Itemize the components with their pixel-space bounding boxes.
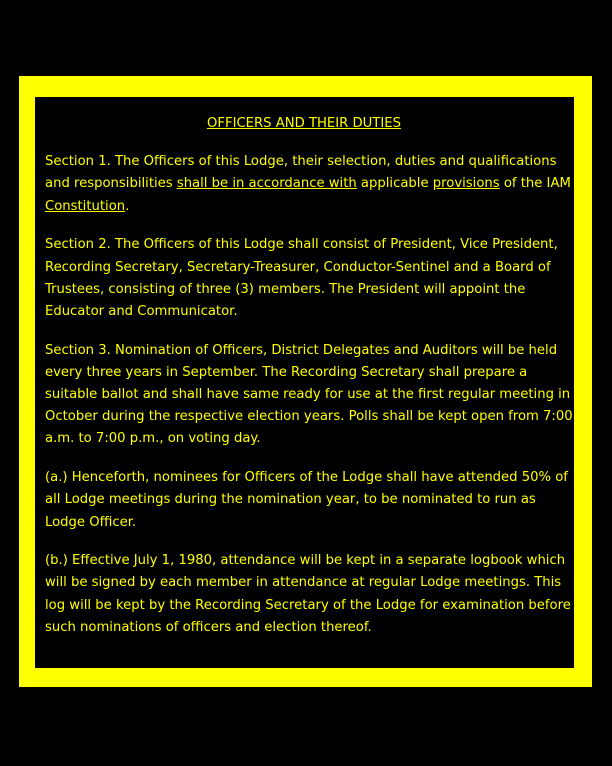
section-1-text-a: Section 1. The Officers of this Lodge, their selection, duties and qualifications and responsibilities bbox=[45, 154, 557, 192]
clause-a: (a.) Henceforth, nominees for Officers of the Lodge shall have attended 50% of all Lodge meetings during the nomination year, to be nominated to run as Lodge Officer. bbox=[45, 470, 568, 530]
section-1-underline-a: shall be in accordance with bbox=[176, 176, 357, 192]
page-title: OFFICERS AND THEIR DUTIES bbox=[207, 116, 401, 131]
section-1 bbox=[45, 151, 575, 218]
section-2: Section 2. The Officers of this Lodge shall consist of President, Vice President, Recording Secretary, Secretary-Treasurer, Conductor-Sentinel and a Board of Trustees, consisting of three (3) members. The President will appoint the Educator and Communicator. bbox=[45, 237, 558, 319]
section-3: Section 3. Nomination of Officers, District Delegates and Auditors will be held every three years in September. The Recording Secretary shall prepare a suitable ballot and shall have same ready for use at the first regular meeting in October during the respective election years. Polls shall be kept open from 7:00 a.m. to 7:00 p.m., on voting day. bbox=[45, 342, 573, 447]
section-1-text-c: of the IAM bbox=[499, 176, 571, 192]
section-1-underline-b: provisions bbox=[432, 176, 500, 192]
section-1-underline-c: Constitution bbox=[45, 198, 126, 214]
yellow-frame bbox=[19, 76, 592, 687]
clause-b: (b.) Effective July 1, 1980, attendance will be kept in a separate logbook which will be signed by each member in attendance at regular Lodge meetings. This log will be kept by the Recording Secretary of the Lodge for examination before such nominations of officers and election thereof. bbox=[45, 553, 571, 635]
document-panel bbox=[35, 97, 574, 668]
document-body bbox=[45, 113, 575, 656]
section-1-text-b: applicable bbox=[356, 176, 433, 192]
section-1-text-d: . bbox=[125, 198, 130, 214]
